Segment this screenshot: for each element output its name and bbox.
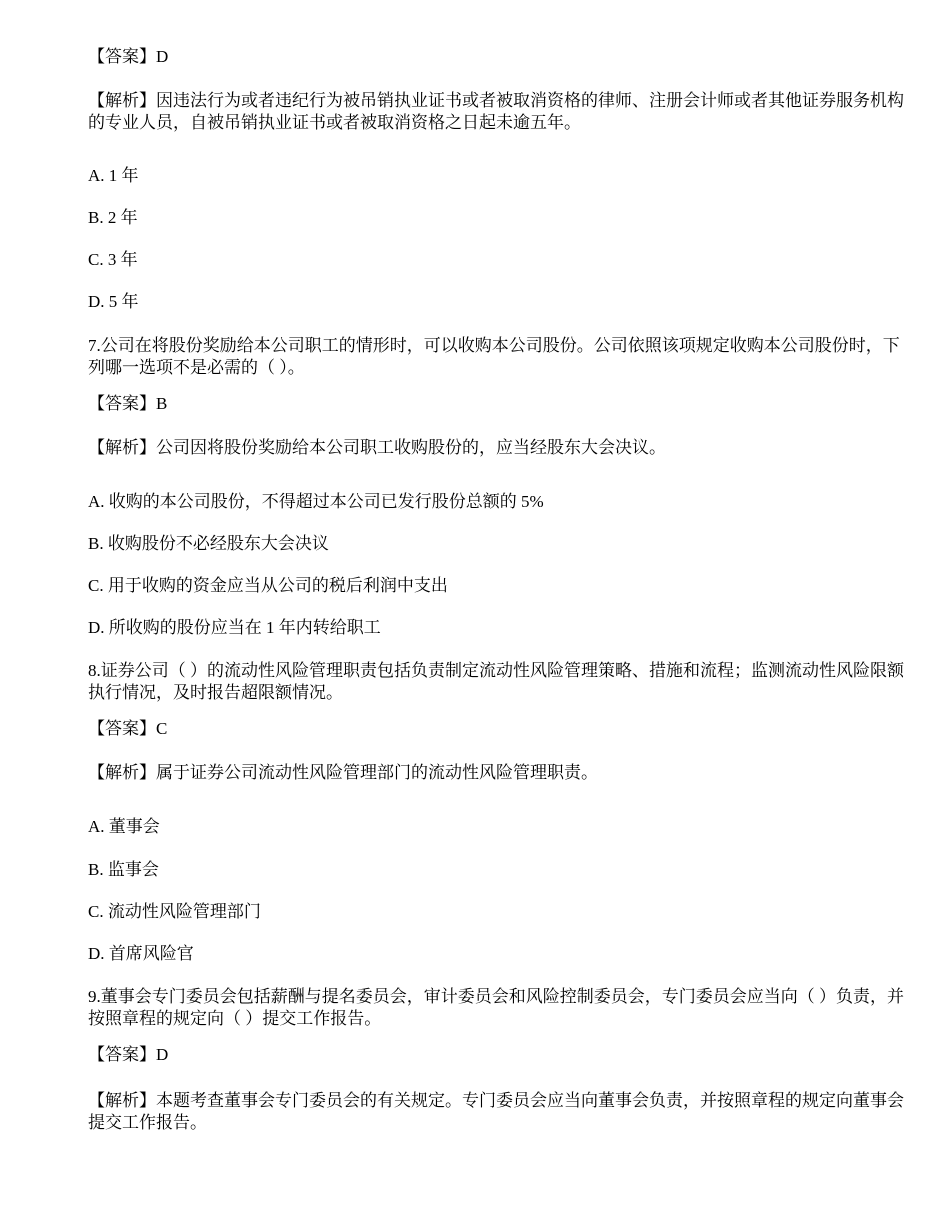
q8-option-d: D. 首席风险官 bbox=[88, 944, 194, 963]
q6-option-b: B. 2 年 bbox=[88, 208, 138, 227]
q8-question: 8.证券公司（ ）的流动性风险管理职责包括负责制定流动性风险管理策略、措施和流程；监测流动性风险限额执行情况，及时报告超限额情况。 bbox=[88, 661, 904, 702]
q9-question: 9.董事会专门委员会包括薪酬与提名委员会，审计委员会和风险控制委员会，专门委员会应当向（ ）负责，并按照章程的规定向（ ）提交工作报告。 bbox=[88, 987, 904, 1028]
q8-answer: 【答案】C bbox=[88, 719, 168, 738]
q8-option-b: B. 监事会 bbox=[88, 860, 159, 879]
q8-option-a: A. 董事会 bbox=[88, 817, 160, 836]
q7-answer: 【答案】B bbox=[88, 394, 168, 413]
q6-option-d: D. 5 年 bbox=[88, 292, 139, 311]
q8-analysis: 【解析】属于证券公司流动性风险管理部门的流动性风险管理职责。 bbox=[88, 763, 598, 782]
q6-option-c: C. 3 年 bbox=[88, 250, 138, 269]
q7-question: 7.公司在将股份奖励给本公司职工的情形时，可以收购本公司股份。公司依照该项规定收购本公司股份时，下列哪一选项不是必需的（ ）。 bbox=[88, 336, 900, 377]
q7-option-a: A. 收购的本公司股份，不得超过本公司已发行股份总额的 5% bbox=[88, 492, 544, 511]
q6-analysis: 【解析】因违法行为或者违纪行为被吊销执业证书或者被取消资格的律师、注册会计师或者其他证券服务机构的专业人员，自被吊销执业证书或者被取消资格之日起未逾五年。 bbox=[88, 91, 904, 132]
q7-option-b: B. 收购股份不必经股东大会决议 bbox=[88, 534, 329, 553]
q7-analysis: 【解析】公司因将股份奖励给本公司职工收购股份的，应当经股东大会决议。 bbox=[88, 438, 666, 457]
q7-option-d: D. 所收购的股份应当在 1 年内转给职工 bbox=[88, 618, 381, 637]
q9-answer: 【答案】D bbox=[88, 1045, 169, 1064]
q8-option-c: C. 流动性风险管理部门 bbox=[88, 902, 261, 921]
q6-option-a: A. 1 年 bbox=[88, 166, 139, 185]
q6-answer: 【答案】D bbox=[88, 47, 169, 66]
q9-analysis: 【解析】本题考查董事会专门委员会的有关规定。专门委员会应当向董事会负责，并按照章程的规定向董事会提交工作报告。 bbox=[88, 1091, 904, 1132]
q7-option-c: C. 用于收购的资金应当从公司的税后利润中支出 bbox=[88, 576, 448, 595]
